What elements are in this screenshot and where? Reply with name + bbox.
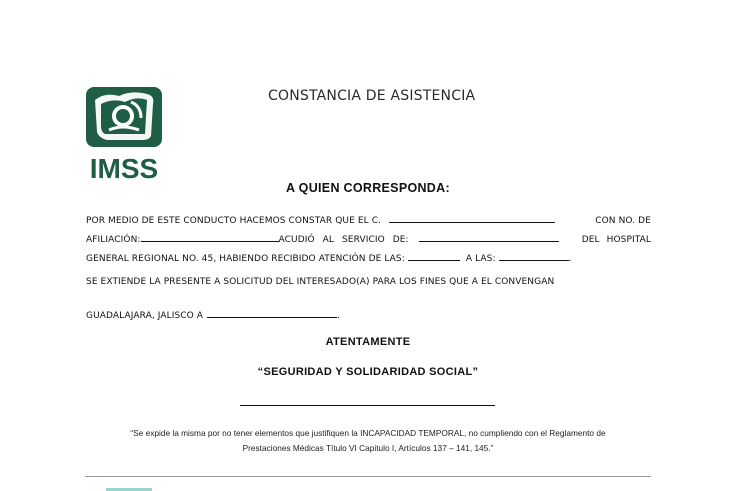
- document-title: CONSTANCIA DE ASISTENCIA: [268, 88, 476, 104]
- end-time-field[interactable]: [499, 251, 569, 261]
- place-date-line: [86, 308, 340, 321]
- line3-mid-text: A LAS:: [465, 254, 496, 264]
- footnote-line-1: “Se expide la misma por no tener elementos que justifiquen la INCAPACIDAD TEMPORAL, no cumpliendo con el Reglamento de: [130, 428, 606, 438]
- paragraph-line-1: [86, 212, 651, 231]
- footer-divider: [85, 476, 651, 477]
- service-field[interactable]: [419, 232, 559, 242]
- start-time-field[interactable]: [408, 251, 460, 261]
- footnote-line-2: Prestaciones Médicas Título VI Capitulo I, Artículos 137 – 141, 145.”: [242, 443, 494, 453]
- line2-end-text: DEL HOSPITAL: [581, 235, 651, 245]
- line1-text: POR MEDIO DE ESTE CONDUCTO HACEMOS CONSTAR QUE EL C.: [86, 216, 382, 226]
- paragraph-line-2: [86, 231, 651, 250]
- line1-end-text: CON NO. DE: [595, 216, 651, 226]
- imss-emblem-icon: [85, 86, 163, 182]
- imss-logo: [85, 86, 163, 182]
- paragraph-line-3: [86, 250, 651, 269]
- attestation-paragraph: [86, 212, 651, 269]
- line3-text: GENERAL REGIONAL NO. 45, HABIENDO RECIBIDO ATENCIÓN DE LAS:: [86, 254, 405, 264]
- line2-text: AFILIACIÓN:: [86, 235, 141, 245]
- line3-end-text: .: [568, 254, 572, 264]
- place-text: GUADALAJARA, JALISCO A: [86, 311, 204, 321]
- patient-name-field[interactable]: [389, 213, 555, 223]
- closing-text: ATENTAMENTE: [325, 336, 411, 348]
- logo-text: IMSS: [89, 153, 159, 182]
- date-field[interactable]: [207, 308, 337, 318]
- line2-mid-text: ACUDIÓ AL SERVICIO DE:: [278, 235, 409, 245]
- signature-line[interactable]: [240, 405, 495, 406]
- extends-statement: SE EXTIENDE LA PRESENTE A SOLICITUD DEL INTERESADO(A) PARA LOS FINES QUE A EL CONVENGAN: [86, 277, 555, 287]
- place-end-text: .: [337, 311, 341, 321]
- footnote: [80, 426, 656, 456]
- affiliation-number-field[interactable]: [141, 232, 279, 242]
- motto-text: “SEGURIDAD Y SOLIDARIDAD SOCIAL”: [257, 366, 479, 378]
- salutation: A QUIEN CORRESPONDA:: [286, 181, 450, 195]
